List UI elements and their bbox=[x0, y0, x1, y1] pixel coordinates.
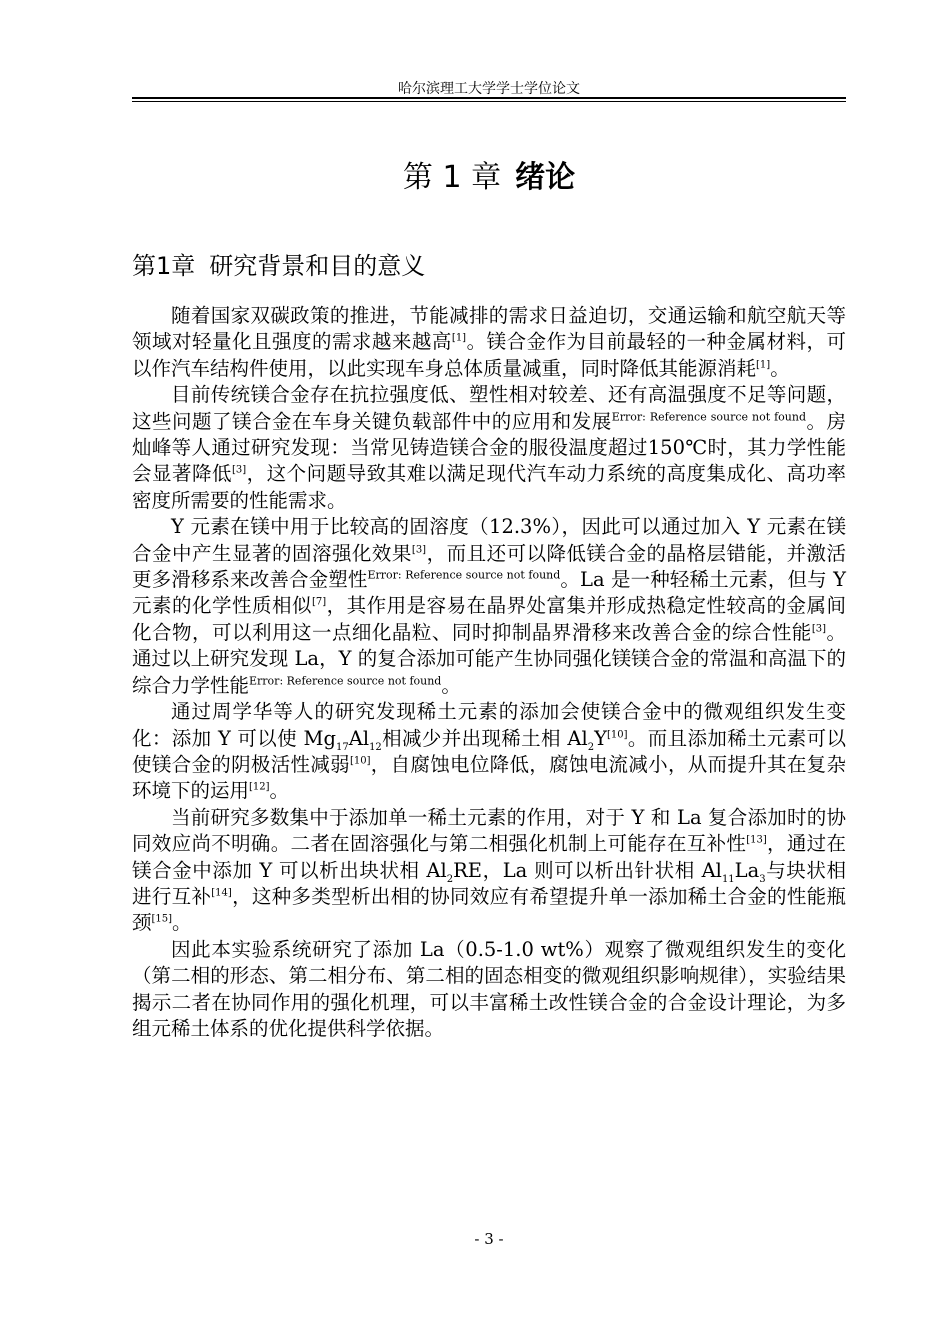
citation: [12] bbox=[249, 781, 270, 793]
citation: [1] bbox=[451, 332, 467, 344]
citation: [3] bbox=[411, 544, 427, 556]
chapter-number: 第 1 章 bbox=[402, 160, 502, 195]
citation: [14] bbox=[211, 887, 232, 899]
paragraph-1: 随着国家双碳政策的推进，节能减排的需求日益迫切，交通运输和航空航天等领域对轻量化且强度的需求越来越高[1]。镁合金作为目前最轻的一种金属材料，可以作汽车结构件使用，以此实现车身总体质量减重，同时降低其能源消耗[1]。 bbox=[132, 304, 846, 380]
section-title bbox=[132, 246, 846, 281]
citation: [10] bbox=[607, 729, 628, 740]
citation: [1] bbox=[756, 359, 771, 371]
paragraph-4: 通过周学华等人的研究发现稀土元素的添加会使镁合金中的微观组织发生变化：添加 Y 可以使 $Mg_{17}Al_{12}$相减少并出现稀土相 $Al_2Y[10]$。而且添加稀土元素可以使镁合金的阴极活性减弱[10]，自腐蚀电位降低，腐蚀电流减小，从而提升其在复杂环境下的运用[12]。 bbox=[132, 700, 846, 803]
paragraph-2: 目前传统镁合金存在抗拉强度低、塑性相对较差、还有高温强度不足等问题，这些问题了镁合金在车身关键负载部件中的应用和发展$^{Error: Reference source not found}$。房灿峰等人通过研究发现：当常见铸造镁合金的服役温度超过150℃时，其力学性能会显著降低[3]，这个问题导致其难以满足现代汽车动力系统的高度集成化、高功率密度所需要的性能需求。 bbox=[132, 383, 846, 512]
section-name: 研究背景和目的意义 bbox=[209, 252, 426, 280]
header-rule-thin bbox=[132, 101, 846, 102]
citation: [3] bbox=[811, 623, 826, 635]
section-number: 第1章 bbox=[132, 252, 196, 280]
page-number: - 3 - bbox=[474, 1230, 504, 1248]
body-text bbox=[132, 303, 846, 1042]
citation-error: Error: Reference source not found bbox=[611, 410, 806, 424]
citation: [15] bbox=[151, 913, 173, 925]
paragraph-3: Y 元素在镁中用于比较高的固溶度（12.3%），因此可以通过加入 Y 元素在镁合金中产生显著的固溶强化效果[3]，而且还可以降低镁合金的晶格层错能，并激活更多滑移系来改善合金塑性$^{Error: Reference source not found}$。La 是一种轻稀土元素，但与 Y 元素的化学性质相似[7]，其作用是容易在晶界处富集并形成热稳定性较高的金属间化合物，可以利用这一点细化晶粒、同时抑制晶界滑移来改善合金的综合性能[3]。通过以上研究发现 La，Y 的复合添加可能产生协同强化镁镁合金的常温和高温下的综合力学性能$^{Error: Reference source not found}$。 bbox=[132, 515, 846, 697]
citation-error: Error: Reference source not found bbox=[367, 568, 561, 582]
citation: [13] bbox=[746, 834, 767, 846]
paragraph-6: 因此本实验系统研究了添加 La（0.5-1.0 wt%）观察了微观组织发生的变化（第二相的形态、第二相分布、第二相的固态相变的微观组织影响规律），实验结果揭示二者在协同作用的强化机理，可以丰富稀土改性镁合金的合金设计理论，为多组元稀土体系的优化提供科学依据。 bbox=[132, 937, 846, 1040]
chapter-title bbox=[132, 152, 846, 196]
citation: [3] bbox=[231, 464, 247, 476]
running-header: 哈尔滨理工大学学士学位论文 bbox=[398, 81, 580, 97]
citation: [10] bbox=[349, 755, 371, 767]
header-rule-thick bbox=[132, 97, 846, 99]
paragraph-5: 当前研究多数集中于添加单一稀土元素的作用，对于 Y 和 La 复合添加时的协同效应尚不明确。二者在固溶强化与第二相强化机制上可能存在互补性[13]，通过在镁合金中添加 Y 可以析出块状相 $Al_2RE$，La 则可以析出针状相 $Al_{11}La_3$与块状相进行互补[14]，这种多类型析出相的协同效应有希望提升单一添加稀土合金的性能瓶颈[15]。 bbox=[132, 805, 846, 935]
citation: [7] bbox=[311, 596, 327, 608]
chapter-name: 绪论 bbox=[515, 160, 576, 195]
citation-error: Error: Reference source not found bbox=[249, 674, 442, 688]
